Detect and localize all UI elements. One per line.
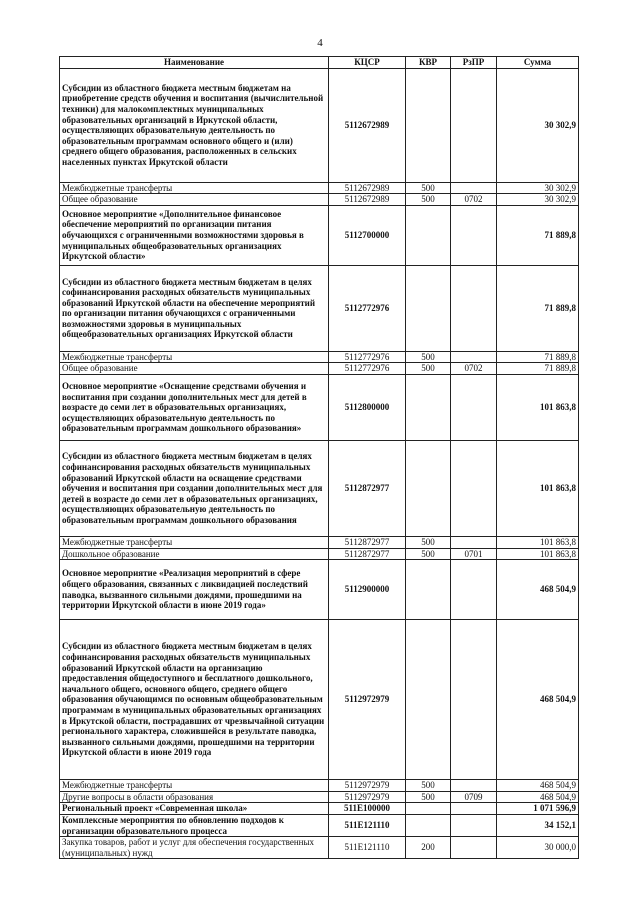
- table-row: [60, 803, 579, 815]
- cell-sum: 101 863,8: [497, 536, 579, 548]
- cell-name: Комплексные мероприятия по обновлению подходов к организации образовательного процесса: [60, 814, 329, 836]
- cell-rzpr: [451, 803, 497, 815]
- cell-sum: 1 071 596,9: [497, 803, 579, 815]
- cell-rzpr: [451, 536, 497, 548]
- cell-name: Дошкольное образование: [60, 548, 329, 560]
- cell-rzpr: [451, 205, 497, 265]
- cell-kcsr: 5112872977: [329, 548, 406, 560]
- cell-name: Межбюджетные трансферты: [60, 182, 329, 194]
- cell-rzpr: 0709: [451, 791, 497, 803]
- cell-kcsr: 5112800000: [329, 374, 406, 440]
- table-row: [60, 374, 579, 440]
- page-number: 4: [317, 37, 323, 49]
- cell-rzpr: [451, 837, 497, 859]
- cell-name: Субсидии из областного бюджета местным бюджетам в целях софинансирования расходных обязательств муниципальных образований Иркутской области на обеспечение мероприятий по организации питания обучающихся с ограниченными возможностями здоровья в муниципальных общеобразовательных организациях Иркутской области: [60, 265, 329, 351]
- cell-kcsr: 5112700000: [329, 205, 406, 265]
- table-row: [60, 791, 579, 803]
- cell-kcsr: 511E121110: [329, 814, 406, 836]
- cell-kcsr: 5112872977: [329, 440, 406, 536]
- cell-kvr: 500: [406, 548, 451, 560]
- cell-name: Другие вопросы в области образования: [60, 791, 329, 803]
- table-row: [60, 560, 579, 620]
- table-row: [60, 205, 579, 265]
- cell-name: Региональный проект «Современная школа»: [60, 803, 329, 815]
- cell-sum: 71 889,8: [497, 351, 579, 363]
- cell-rzpr: [451, 351, 497, 363]
- cell-name: Основное мероприятие «Оснащение средствами обучения и воспитания при создании дополнительных мест для детей в возрасте до семи лет в образовательных организациях, осуществляющих образовательную деятельность по образовательным программам дошкольного образования»: [60, 374, 329, 440]
- cell-rzpr: [451, 620, 497, 780]
- cell-name: Межбюджетные трансферты: [60, 780, 329, 792]
- cell-kcsr: 5112672989: [329, 194, 406, 206]
- cell-kcsr: 511E100000: [329, 803, 406, 815]
- cell-kvr: [406, 440, 451, 536]
- cell-sum: 30 000,0: [497, 837, 579, 859]
- table-row: [60, 68, 579, 182]
- cell-rzpr: [451, 560, 497, 620]
- cell-sum: 101 863,8: [497, 548, 579, 560]
- cell-sum: 468 504,9: [497, 780, 579, 792]
- cell-kcsr: 5112672989: [329, 68, 406, 182]
- cell-rzpr: [451, 374, 497, 440]
- cell-kcsr: 5112772976: [329, 265, 406, 351]
- column-header-sum: Сумма: [497, 57, 579, 69]
- cell-rzpr: [451, 440, 497, 536]
- cell-kvr: 200: [406, 837, 451, 859]
- cell-rzpr: [451, 780, 497, 792]
- budget-table: [59, 56, 579, 859]
- column-header-name: Наименование: [60, 57, 329, 69]
- cell-kvr: [406, 620, 451, 780]
- table-row: [60, 363, 579, 375]
- cell-name: Субсидии из областного бюджета местным бюджетам в целях софинансирования расходных обязательств муниципальных образований Иркутской области на оснащение средствами обучения и воспитания при создании дополнительных мест для детей в возрасте до семи лет в образовательных организациях, осуществляющих образовательную деятельность по образовательным программам дошкольного образования: [60, 440, 329, 536]
- cell-name: Основное мероприятие «Реализация мероприятий в сфере общего образования, связанных с ликвидацией последствий паводка, вызванного сильными дождями, прошедшими на территории Иркутской области в июне 2019 года»: [60, 560, 329, 620]
- cell-kcsr: 5112972979: [329, 780, 406, 792]
- cell-rzpr: 0702: [451, 363, 497, 375]
- cell-kvr: 500: [406, 182, 451, 194]
- cell-sum: 71 889,8: [497, 205, 579, 265]
- cell-kvr: [406, 68, 451, 182]
- table-row: [60, 548, 579, 560]
- cell-name: Основное мероприятие «Дополнительное финансовое обеспечение мероприятий по организации питания обучающихся с ограниченными возможностями здоровья в муниципальных общеобразовательных организациях Иркутской области»: [60, 205, 329, 265]
- cell-sum: 30 302,9: [497, 182, 579, 194]
- cell-rzpr: [451, 265, 497, 351]
- cell-name: Общее образование: [60, 363, 329, 375]
- cell-name: Межбюджетные трансферты: [60, 351, 329, 363]
- table-row: [60, 194, 579, 206]
- cell-kvr: 500: [406, 194, 451, 206]
- cell-kcsr: 511E121110: [329, 837, 406, 859]
- cell-sum: 101 863,8: [497, 440, 579, 536]
- cell-rzpr: [451, 814, 497, 836]
- cell-kcsr: 5112772976: [329, 363, 406, 375]
- table-row: [60, 780, 579, 792]
- cell-rzpr: [451, 68, 497, 182]
- cell-kvr: [406, 265, 451, 351]
- cell-sum: 468 504,9: [497, 620, 579, 780]
- cell-sum: 71 889,8: [497, 363, 579, 375]
- table-row: [60, 440, 579, 536]
- table-row: [60, 620, 579, 780]
- cell-name: Закупка товаров, работ и услуг для обеспечения государственных (муниципальных) нужд: [60, 837, 329, 859]
- cell-name: Субсидии из областного бюджета местным бюджетам в целях софинансирования расходных обязательств муниципальных образований Иркутской области на организацию предоставления общедоступного и бесплатного дошкольного, начального общего, основного общего, среднего общего образования обучающимся по основным общеобразовательным программам в муниципальных образовательных организациях в Иркутской области, пострадавших от чрезвычайной ситуации регионального характера, сложившейся в результате паводка, вызванного сильными дождями, прошедшими на территории Иркутской области в июне 2019 года: [60, 620, 329, 780]
- table-header-row: [60, 57, 579, 69]
- cell-kvr: 500: [406, 351, 451, 363]
- table-row: [60, 837, 579, 859]
- column-header-rzpr: РзПР: [451, 57, 497, 69]
- column-header-kcsr: КЦСР: [329, 57, 406, 69]
- cell-name: Общее образование: [60, 194, 329, 206]
- cell-kcsr: 5112672989: [329, 182, 406, 194]
- cell-kvr: 500: [406, 363, 451, 375]
- cell-kcsr: 5112772976: [329, 351, 406, 363]
- cell-kvr: 500: [406, 791, 451, 803]
- cell-kvr: [406, 205, 451, 265]
- cell-kvr: 500: [406, 780, 451, 792]
- cell-rzpr: [451, 182, 497, 194]
- cell-sum: 34 152,1: [497, 814, 579, 836]
- cell-sum: 30 302,9: [497, 194, 579, 206]
- cell-name: Субсидии из областного бюджета местным бюджетам на приобретение средств обучения и воспитания (вычислительной техники) для малокомплектных муниципальных образовательных организаций в Иркутской области, осуществляющих образовательную деятельность по образовательным программам основного общего и (или) среднего общего образования, расположенных в сельских населенных пунктах Иркутской области: [60, 68, 329, 182]
- cell-name: Межбюджетные трансферты: [60, 536, 329, 548]
- cell-sum: 101 863,8: [497, 374, 579, 440]
- column-header-kvr: КВР: [406, 57, 451, 69]
- cell-kvr: [406, 374, 451, 440]
- cell-rzpr: 0702: [451, 194, 497, 206]
- table-row: [60, 351, 579, 363]
- table-row: [60, 182, 579, 194]
- cell-kvr: [406, 814, 451, 836]
- cell-kcsr: 5112872977: [329, 536, 406, 548]
- cell-kvr: [406, 803, 451, 815]
- cell-kcsr: 5112972979: [329, 620, 406, 780]
- cell-kcsr: 5112972979: [329, 791, 406, 803]
- cell-kcsr: 5112900000: [329, 560, 406, 620]
- cell-sum: 71 889,8: [497, 265, 579, 351]
- table-row: [60, 536, 579, 548]
- cell-kvr: [406, 560, 451, 620]
- table-row: [60, 814, 579, 836]
- table-body: [60, 68, 579, 859]
- cell-sum: 30 302,9: [497, 68, 579, 182]
- cell-sum: 468 504,9: [497, 560, 579, 620]
- cell-sum: 468 504,9: [497, 791, 579, 803]
- cell-kvr: 500: [406, 536, 451, 548]
- cell-rzpr: 0701: [451, 548, 497, 560]
- table-row: [60, 265, 579, 351]
